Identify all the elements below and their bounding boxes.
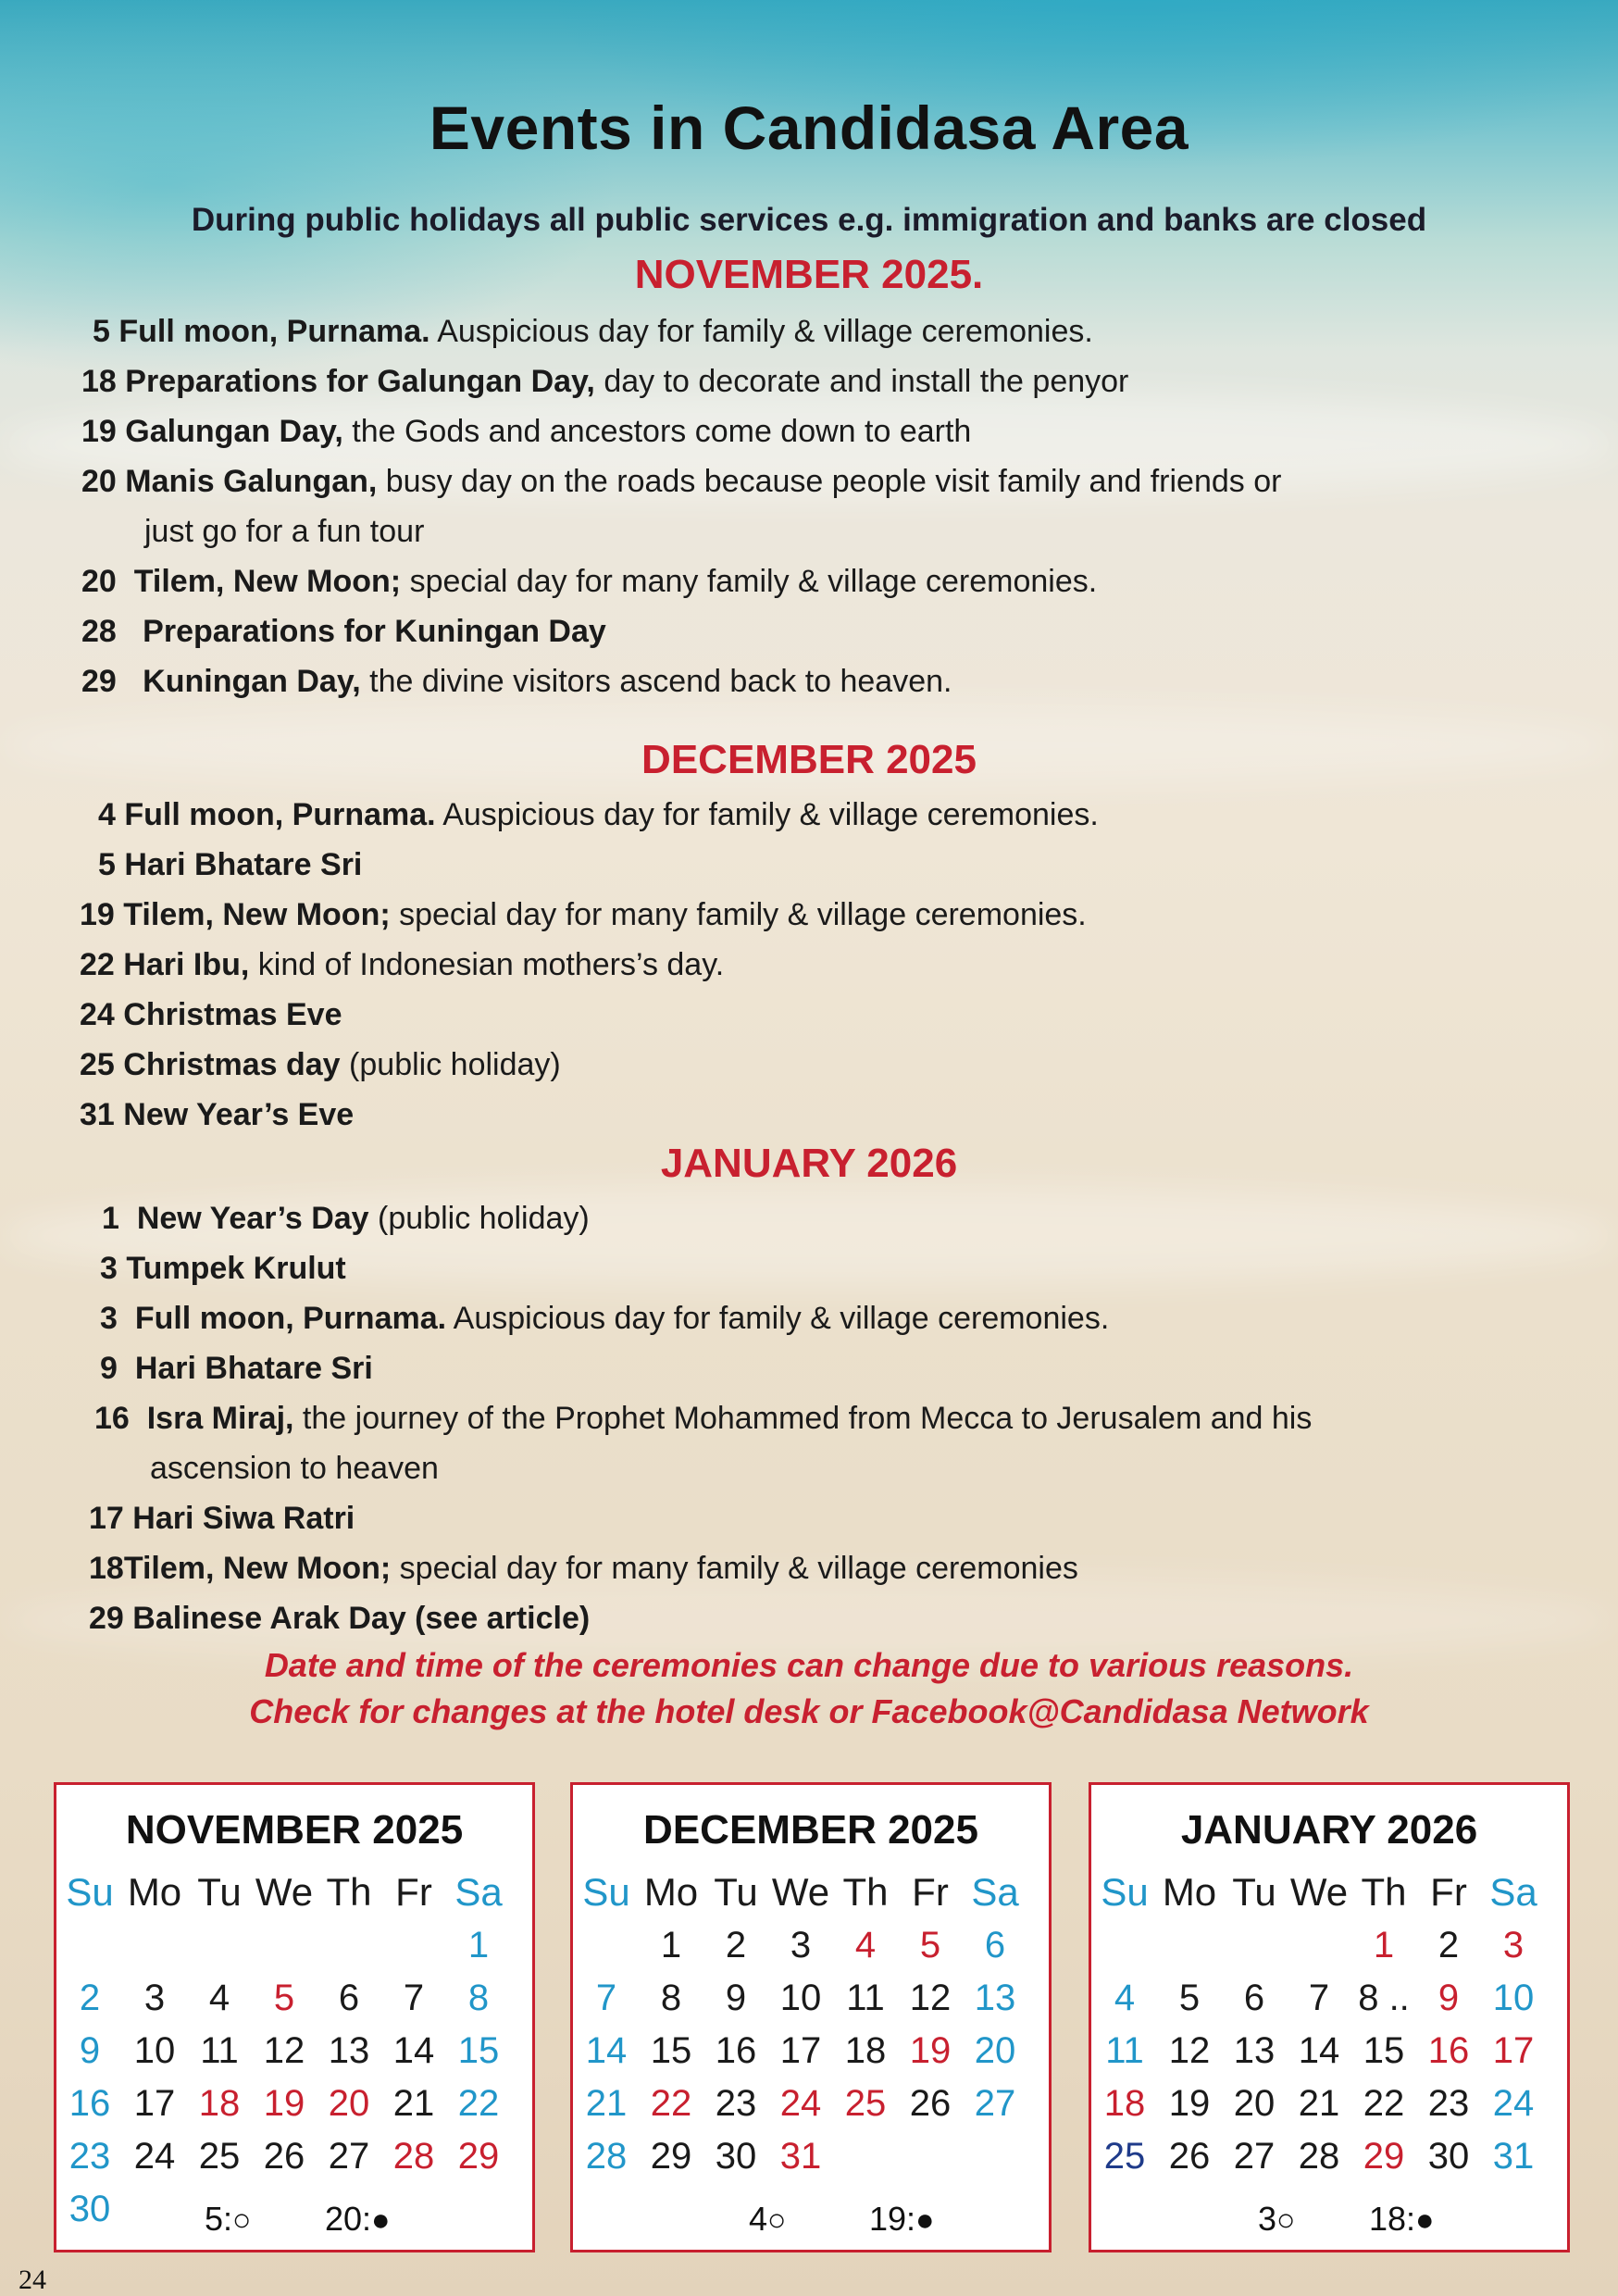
calendar-day: 21	[585, 2083, 628, 2124]
event-desc: busy day on the roads because people visit family and friends or	[377, 464, 1282, 499]
calendar-day: 10	[779, 1978, 822, 2018]
calendar-day: 28	[1298, 2136, 1340, 2177]
calendar-day: 13	[328, 2030, 370, 2071]
event-name: Tumpek Krulut	[126, 1251, 346, 1286]
calendar-day: 31	[779, 2136, 822, 2177]
calendar-day: 16	[715, 2030, 757, 2071]
page-number: 24	[19, 2265, 46, 2295]
calendar-day: 22	[457, 2083, 500, 2124]
calendar-day: 5	[1178, 1978, 1201, 2018]
calendar-day: 7	[595, 1978, 617, 2018]
full-moon-marker	[205, 2196, 252, 2243]
weekday-header	[1091, 1866, 1567, 1918]
event-row	[93, 311, 1093, 352]
calendar-day: 23	[715, 2083, 757, 2124]
weekday-label: Fr	[395, 1870, 432, 1914]
calendar-day: 24	[1492, 2083, 1535, 2124]
event-day: 19	[81, 414, 117, 449]
event-day: 5	[93, 314, 110, 349]
weekday-label: We	[255, 1870, 314, 1914]
event-desc: special day for many family & village ceremonies.	[390, 897, 1087, 932]
calendar-day: 3	[143, 1978, 166, 2018]
weekday-label: Su	[582, 1870, 630, 1914]
calendar-day: 3	[790, 1925, 812, 1965]
calendar-week-row	[1091, 2078, 1567, 2129]
event-row	[80, 994, 342, 1035]
event-day: 3	[100, 1301, 118, 1336]
event-day: 17	[89, 1501, 124, 1536]
event-row	[81, 611, 606, 652]
event-day: 29	[81, 664, 117, 699]
event-day: 20	[81, 564, 117, 599]
calendar-december-2025	[570, 1782, 1052, 2252]
event-name: Hari Siwa Ratri	[132, 1501, 355, 1536]
event-row	[81, 661, 952, 702]
month-heading-november: NOVEMBER 2025.	[634, 252, 984, 297]
event-row	[81, 361, 1128, 402]
calendar-day: 30	[715, 2136, 757, 2177]
calendar-day: 6	[1243, 1978, 1265, 2018]
event-desc: day to decorate and install the penyor	[594, 364, 1129, 399]
event-name: Hari Bhatare Sri	[134, 1351, 373, 1386]
event-row	[81, 461, 1281, 502]
month-heading-january: JANUARY 2026	[660, 1141, 958, 1186]
calendar-day: 6	[338, 1978, 360, 2018]
event-desc: the journey of the Prophet Mohammed from Mecca to Jerusalem and his	[293, 1401, 1313, 1436]
calendar-week-row	[573, 2078, 1049, 2129]
new-moon-marker	[325, 2196, 391, 2243]
calendar-day: 21	[1298, 2083, 1340, 2124]
calendar-week-row	[1091, 2025, 1567, 2077]
event-day: 31	[80, 1097, 115, 1132]
calendar-day: 15	[1363, 2030, 1405, 2071]
calendar-day: 14	[392, 2030, 435, 2071]
calendar-week-row	[573, 1972, 1049, 2024]
calendar-week-row	[56, 1972, 532, 2024]
calendar-day: 13	[1233, 2030, 1276, 2071]
calendar-day: 11	[1105, 2030, 1144, 2071]
event-name: Hari Bhatare Sri	[124, 847, 363, 882]
calendar-day: 26	[909, 2083, 952, 2124]
event-name: Balinese Arak Day (see article)	[132, 1601, 591, 1636]
calendar-day: 27	[328, 2136, 370, 2177]
calendar-day: 25	[198, 2136, 241, 2177]
weekday-label: We	[771, 1870, 830, 1914]
calendar-day: 3	[1502, 1925, 1525, 1965]
calendar-day: 11	[846, 1978, 885, 2018]
weekday-header	[573, 1866, 1049, 1918]
calendar-day: 9	[79, 2030, 101, 2071]
weekday-label: Sa	[454, 1870, 503, 1914]
event-desc: special day for many family & village ceremonies.	[401, 564, 1098, 599]
event-desc: (public holiday)	[340, 1047, 561, 1082]
event-day: 3	[100, 1251, 118, 1286]
calendar-week-row	[56, 1919, 532, 1971]
calendar-day: 13	[974, 1978, 1016, 2018]
weekday-label: Sa	[1489, 1870, 1537, 1914]
event-row	[89, 1498, 355, 1539]
calendar-day: 15	[650, 2030, 692, 2071]
moon-phase-legend	[573, 2196, 1049, 2242]
calendar-day: 29	[1363, 2136, 1405, 2177]
calendar-day: 21	[392, 2083, 435, 2124]
full-moon-marker	[749, 2196, 787, 2243]
event-row	[80, 894, 1087, 935]
calendar-day: 12	[263, 2030, 305, 2071]
calendar-day: 28	[585, 2136, 628, 2177]
event-row	[80, 944, 724, 985]
new-moon-icon: ●	[1415, 2202, 1435, 2238]
calendar-day: 29	[650, 2136, 692, 2177]
full-moon-icon: ○	[1276, 2202, 1296, 2238]
calendar-day: 7	[403, 1978, 425, 2018]
weekday-label: Su	[66, 1870, 114, 1914]
event-row	[89, 1598, 590, 1639]
calendar-day: 18	[844, 2030, 887, 2071]
calendar-day: 22	[1363, 2083, 1405, 2124]
calendar-day: 4	[854, 1925, 877, 1965]
calendar-day: 29	[457, 2136, 500, 2177]
weekday-header	[56, 1866, 532, 1918]
calendar-day: 20	[1233, 2083, 1276, 2124]
moon-day: 20:	[325, 2200, 372, 2238]
disclaimer-line-2: Check for changes at the hotel desk or Facebook@Candidasa Network	[249, 1692, 1369, 1730]
new-moon-icon: ●	[915, 2202, 935, 2238]
event-desc: the Gods and ancestors come down to earth	[342, 414, 972, 449]
calendar-day: 28	[392, 2136, 435, 2177]
full-moon-icon: ○	[232, 2202, 252, 2238]
event-name: Tilem, New Moon;	[133, 564, 402, 599]
moon-day: 5:	[205, 2200, 233, 2238]
calendar-day: 6	[984, 1925, 1006, 1965]
event-name: Tilem, New Moon;	[123, 897, 391, 932]
weekday-label: Th	[326, 1870, 372, 1914]
event-desc: kind of Indonesian mothers’s day.	[249, 947, 725, 982]
weekday-label: Mo	[643, 1870, 699, 1914]
event-name: Full moon, Purnama.	[134, 1301, 447, 1336]
event-row	[81, 561, 1097, 602]
event-day: 16	[94, 1401, 130, 1436]
event-day: 18	[81, 364, 117, 399]
calendar-day: 5	[919, 1925, 941, 1965]
event-name: New Year’s Eve	[123, 1097, 355, 1132]
calendar-day: 17	[1492, 2030, 1535, 2071]
event-day: 9	[100, 1351, 118, 1386]
moon-day: 4	[749, 2200, 768, 2238]
full-moon-marker	[1258, 2196, 1296, 2243]
full-moon-icon: ○	[767, 2202, 787, 2238]
new-moon-icon: ●	[371, 2202, 391, 2238]
calendar-day: 27	[1233, 2136, 1276, 2177]
calendar-title: DECEMBER 2025	[643, 1807, 978, 1853]
weekday-label: We	[1289, 1870, 1349, 1914]
calendar-day: 24	[133, 2136, 176, 2177]
event-desc: (public holiday)	[368, 1201, 590, 1236]
calendar-day: 26	[1168, 2136, 1211, 2177]
calendar-week-row	[1091, 2130, 1567, 2182]
moon-phase-legend	[1091, 2196, 1567, 2242]
calendar-day: 19	[263, 2083, 305, 2124]
calendar-week-row	[1091, 1972, 1567, 2024]
event-row	[98, 794, 1099, 835]
calendar-day: 10	[133, 2030, 176, 2071]
event-name: Full moon, Purnama.	[118, 314, 430, 349]
calendar-day: 19	[909, 2030, 952, 2071]
calendar-day: 1	[660, 1925, 682, 1965]
event-name: Kuningan Day,	[143, 664, 361, 699]
calendar-day: 17	[779, 2030, 822, 2071]
calendar-day: 4	[1114, 1978, 1136, 2018]
event-day: 19	[80, 897, 115, 932]
event-desc: Auspicious day for family & village ceremonies.	[446, 1301, 1110, 1336]
calendar-week-row	[56, 2078, 532, 2129]
weekday-label: Fr	[1430, 1870, 1467, 1914]
calendar-day: 23	[1427, 2083, 1470, 2124]
event-row	[89, 1548, 1078, 1589]
new-moon-marker	[1369, 2196, 1435, 2243]
calendar-day: 15	[457, 2030, 500, 2071]
event-name: Christmas Eve	[123, 997, 342, 1032]
calendar-day: 10	[1492, 1978, 1535, 2018]
event-name: Isra Miraj,	[146, 1401, 294, 1436]
calendar-day: 31	[1492, 2136, 1535, 2177]
calendar-day: 22	[650, 2083, 692, 2124]
calendar-day: 23	[68, 2136, 111, 2177]
page-title: Events in Candidasa Area	[429, 94, 1189, 162]
event-row	[102, 1198, 590, 1239]
weekday-label: Th	[1361, 1870, 1407, 1914]
event-row	[100, 1248, 346, 1289]
calendar-day: 2	[725, 1925, 747, 1965]
calendar-day: 19	[1168, 2083, 1211, 2124]
calendar-day: 9	[725, 1978, 747, 2018]
calendar-title: JANUARY 2026	[1180, 1807, 1478, 1853]
calendar-title: NOVEMBER 2025	[125, 1807, 464, 1853]
event-day: 20	[81, 464, 117, 499]
event-name: New Year’s Day	[136, 1201, 369, 1236]
calendar-day: 17	[133, 2083, 176, 2124]
calendar-day: 12	[1168, 2030, 1211, 2071]
event-day: 29	[89, 1601, 124, 1636]
moon-phase-legend	[56, 2196, 532, 2242]
calendar-january-2026	[1089, 1782, 1570, 2252]
event-name: Tilem, New Moon;	[123, 1551, 392, 1586]
event-row	[81, 411, 971, 452]
calendar-day: 20	[974, 2030, 1016, 2071]
event-day: 18	[89, 1551, 124, 1586]
event-name: Galungan Day,	[125, 414, 343, 449]
month-heading-december: DECEMBER 2025	[641, 737, 977, 782]
event-day: 4	[98, 797, 116, 832]
event-name: Preparations for Galungan Day,	[125, 364, 595, 399]
new-moon-marker	[869, 2196, 935, 2243]
event-desc: Auspicious day for family & village ceremonies.	[429, 314, 1093, 349]
event-row	[80, 1044, 561, 1085]
calendar-day: 1	[1373, 1925, 1395, 1965]
calendar-day: 14	[1298, 2030, 1340, 2071]
event-name: Preparations for Kuningan Day	[143, 614, 606, 649]
event-day: 24	[80, 997, 115, 1032]
event-name: Manis Galungan,	[125, 464, 378, 499]
moon-day: 19:	[869, 2200, 916, 2238]
calendar-day: 30	[1427, 2136, 1470, 2177]
calendar-day: 24	[779, 2083, 822, 2124]
event-desc: Auspicious day for family & village ceremonies.	[435, 797, 1099, 832]
moon-day: 3	[1258, 2200, 1277, 2238]
calendar-week-row	[56, 2025, 532, 2077]
calendar-day: 18	[198, 2083, 241, 2124]
calendar-day: 26	[263, 2136, 305, 2177]
calendar-day: 12	[909, 1978, 952, 2018]
calendar-day: 16	[68, 2083, 111, 2124]
event-desc: special day for many family & village ceremonies	[391, 1551, 1078, 1586]
calendar-day: 25	[1103, 2136, 1146, 2177]
disclaimer-line-1: Date and time of the ceremonies can change due to various reasons.	[264, 1646, 1354, 1684]
calendar-day: 5	[273, 1978, 295, 2018]
calendar-week-row	[573, 2130, 1049, 2182]
event-continuation: just go for a fun tour	[144, 514, 425, 549]
calendar-day: 30	[68, 2189, 111, 2229]
calendar-day: 8	[467, 1978, 490, 2018]
calendar-day: 8	[660, 1978, 682, 2018]
weekday-label: Sa	[971, 1870, 1019, 1914]
event-row	[80, 1094, 354, 1135]
event-row	[98, 844, 362, 885]
event-day: 25	[80, 1047, 115, 1082]
calendar-day: 4	[208, 1978, 230, 2018]
event-name: Hari Ibu,	[123, 947, 250, 982]
event-day: 1	[102, 1201, 119, 1236]
event-row	[94, 1398, 1312, 1439]
event-row	[100, 1348, 373, 1389]
moon-day: 18:	[1369, 2200, 1416, 2238]
event-desc: the divine visitors ascend back to heaven.	[360, 664, 952, 699]
calendar-day: 25	[844, 2083, 887, 2124]
event-row	[100, 1298, 1109, 1339]
calendar-day: 20	[328, 2083, 370, 2124]
event-name: Christmas day	[123, 1047, 341, 1082]
weekday-label: Mo	[1162, 1870, 1217, 1914]
calendar-day: 2	[79, 1978, 101, 2018]
event-day: 28	[81, 614, 117, 649]
event-day: 5	[98, 847, 116, 882]
calendar-november-2025	[54, 1782, 535, 2252]
page-subtitle: During public holidays all public services e.g. immigration and banks are closed	[191, 202, 1427, 238]
calendar-week-row	[56, 2130, 532, 2182]
calendar-week-row	[1091, 1919, 1567, 1971]
event-day: 22	[80, 947, 115, 982]
calendar-week-row	[573, 2025, 1049, 2077]
calendar-week-row	[573, 1919, 1049, 1971]
calendar-day: 8 ..	[1358, 1978, 1410, 2018]
weekday-label: Tu	[1232, 1870, 1276, 1914]
weekday-label: Su	[1101, 1870, 1149, 1914]
weekday-label: Tu	[197, 1870, 242, 1914]
event-continuation: ascension to heaven	[150, 1451, 439, 1486]
weekday-label: Fr	[912, 1870, 949, 1914]
weekday-label: Th	[842, 1870, 889, 1914]
weekday-label: Mo	[127, 1870, 182, 1914]
calendar-day: 7	[1308, 1978, 1330, 2018]
calendar-day: 9	[1438, 1978, 1460, 2018]
calendar-day: 16	[1427, 2030, 1470, 2071]
calendar-day: 2	[1438, 1925, 1460, 1965]
calendar-day: 1	[467, 1925, 490, 1965]
event-name: Full moon, Purnama.	[124, 797, 436, 832]
calendar-day: 14	[585, 2030, 628, 2071]
calendar-day: 18	[1103, 2083, 1146, 2124]
calendar-day: 11	[200, 2030, 239, 2071]
weekday-label: Tu	[714, 1870, 758, 1914]
calendar-day: 27	[974, 2083, 1016, 2124]
